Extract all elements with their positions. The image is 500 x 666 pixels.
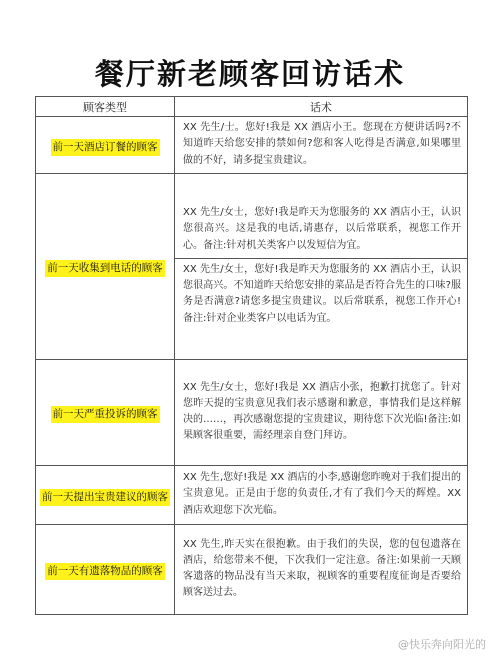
- header-customer-type: 顾客类型: [36, 97, 175, 117]
- table-row: [36, 466, 468, 525]
- script-text: XX 先生/女士，您好!我是昨天为您服务的 XX 酒店小王，认识您很高兴。这是我的电话,请惠存，以后常联系，视您工作开心。备注:针对机关类客户以发短信为宜。: [183, 207, 461, 251]
- table-header-row: [36, 97, 468, 117]
- script-table: [35, 96, 468, 615]
- script-text: XX 先生/女士，您好!我是 XX 酒店小张，抱歉打扰您了。针对您昨天提的宝贵意见我们表示感谢和歉意，事情我们是这样解决的……，再次感谢您提的宝贵建议，期待您下次光临!备注:如果顾客很重要，需经理亲自登门拜访。: [183, 381, 461, 442]
- script-cell: [175, 174, 468, 360]
- script-text: XX 先生,昨天实在很抱歉。由于我们的失误，您的包包遗落在酒店，给您带来不便，下次我们一定注意。备注:如果前一天顾客遗落的物品没有当天来取，视顾客的重要程度征询是否要给顾客送过去。: [183, 538, 461, 599]
- script-text: XX 先生,您好!我是 XX 酒店的小李,感谢您昨晚对于我们提出的宝贵意见。正是由于您的负责任,才有了我们今天的辉煌。XX 酒店欢迎您下次光临。: [183, 472, 461, 516]
- customer-type-label: 前一天酒店订餐的顾客: [51, 139, 160, 156]
- table-row: [36, 174, 468, 360]
- table-row: [36, 117, 468, 174]
- script-cell: [175, 466, 468, 525]
- customer-type-label: 前一天收集到电话的顾客: [45, 260, 165, 277]
- header-script: 话术: [175, 97, 468, 117]
- customer-type-cell: [36, 466, 175, 525]
- customer-type-cell: [36, 525, 175, 615]
- customer-type-cell: [36, 117, 175, 174]
- table-row: [36, 360, 468, 466]
- script-cell: [175, 525, 468, 615]
- script-text: XX 先生/女士，您好!我是昨天为您服务的 XX 酒店小王，认识您很高兴。不知道昨天给您安排的菜品是否符合先生的口味?服务是否满意?请您多提宝贵建议。以后常联系，视您工作开心!备注:针对企业类客户以电话为宜。: [175, 258, 467, 331]
- page-title: 餐厅新老顾客回访话术: [94, 57, 405, 91]
- table-row: [36, 525, 468, 615]
- script-cell: [175, 117, 468, 174]
- script-cell: [175, 360, 468, 466]
- script-text: XX 先生/士。您好!我是 XX 酒店小王。您现在方便讲话吗?不知道昨天给您安排的禁如何?您和客人吃得是否满意,如果哪里做的不好，请多提宝贵建议。: [183, 122, 461, 166]
- customer-type-cell: [36, 174, 175, 360]
- watermark: @快乐奔向阳光的: [398, 638, 486, 651]
- customer-type-label: 前一天严重投诉的顾客: [51, 406, 160, 423]
- customer-type-label: 前一天提出宝贵建议的顾客: [40, 489, 170, 506]
- customer-type-label: 前一天有遗落物品的顾客: [45, 563, 165, 580]
- customer-type-cell: [36, 360, 175, 466]
